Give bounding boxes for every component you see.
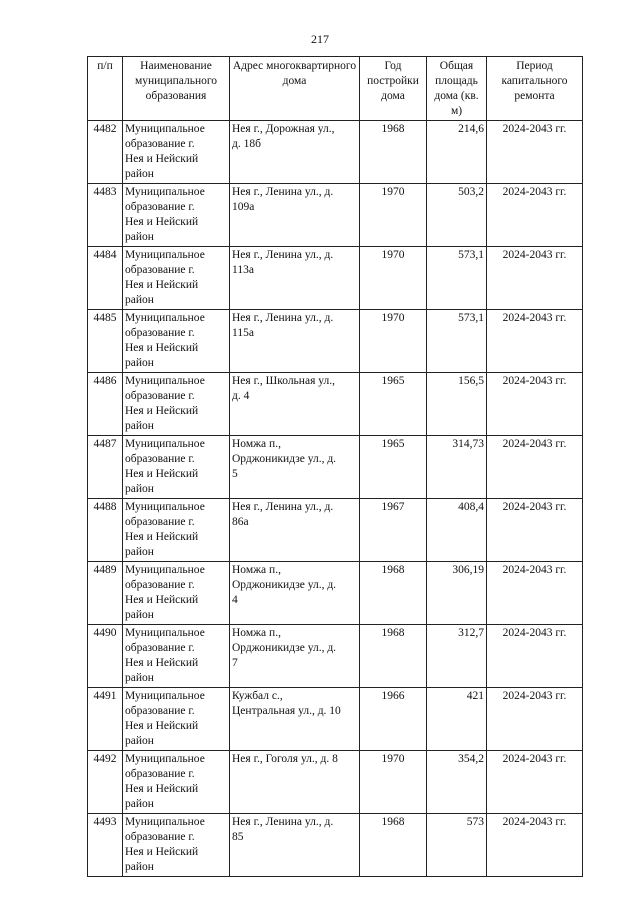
municipality-line: Муниципальное [125, 753, 205, 765]
municipality-line: район [125, 168, 154, 180]
cell-area: 156,5 [427, 373, 487, 436]
municipality-line: Муниципальное [125, 627, 205, 639]
cell-num: 4489 [88, 562, 123, 625]
table-row [88, 751, 583, 814]
municipality-line: Муниципальное [125, 564, 205, 576]
cell-year: 1965 [360, 373, 427, 436]
cell-period: 2024-2043 гг. [487, 814, 583, 877]
municipality-line: образование г. [125, 264, 195, 276]
municipality-line: Нея и Нейский [125, 153, 199, 165]
cell-period: 2024-2043 гг. [487, 247, 583, 310]
cell-municipality [123, 184, 230, 247]
table-row [88, 121, 583, 184]
municipality-line: район [125, 357, 154, 369]
cell-year: 1968 [360, 814, 427, 877]
address-line: 113а [232, 264, 254, 276]
cell-municipality [123, 688, 230, 751]
header-area: Общая площадь дома (кв. м) [427, 57, 487, 121]
municipality-line: район [125, 609, 154, 621]
cell-address [230, 184, 360, 247]
address-line: 5 [232, 468, 238, 480]
municipality-line: образование г. [125, 327, 195, 339]
address-line: д. 18б [232, 138, 261, 150]
municipality-line: район [125, 861, 154, 873]
municipality-line: образование г. [125, 579, 195, 591]
address-line: Нея г., Ленина ул., д. [232, 249, 334, 261]
cell-period: 2024-2043 гг. [487, 310, 583, 373]
address-line: д. 4 [232, 390, 250, 402]
address-line: Орджоникидзе ул., д. [232, 579, 337, 591]
address-line: Нея г., Ленина ул., д. [232, 312, 334, 324]
address-line: Нея г., Гоголя ул., д. 8 [232, 753, 338, 765]
address-line: Нея г., Ленина ул., д. [232, 501, 334, 513]
municipality-line: Нея и Нейский [125, 405, 199, 417]
address-line: Кужбал с., [232, 690, 283, 702]
cell-address [230, 562, 360, 625]
municipality-line: Нея и Нейский [125, 279, 199, 291]
cell-address [230, 436, 360, 499]
municipality-line: Муниципальное [125, 312, 205, 324]
municipality-line: район [125, 735, 154, 747]
cell-municipality [123, 562, 230, 625]
cell-period: 2024-2043 гг. [487, 688, 583, 751]
cell-period: 2024-2043 гг. [487, 373, 583, 436]
municipality-line: Муниципальное [125, 249, 205, 261]
cell-address [230, 247, 360, 310]
municipality-line: Нея и Нейский [125, 468, 199, 480]
municipality-line: Нея и Нейский [125, 531, 199, 543]
municipality-line: образование г. [125, 138, 195, 150]
cell-num: 4490 [88, 625, 123, 688]
table-header [88, 57, 583, 121]
cell-num: 4492 [88, 751, 123, 814]
cell-period: 2024-2043 гг. [487, 499, 583, 562]
address-line: Центральная ул., д. 10 [232, 705, 341, 717]
table-row [88, 373, 583, 436]
municipality-line: образование г. [125, 201, 195, 213]
cell-year: 1968 [360, 562, 427, 625]
address-line: Номжа п., [232, 564, 281, 576]
cell-address [230, 688, 360, 751]
municipality-line: образование г. [125, 831, 195, 843]
cell-period: 2024-2043 гг. [487, 751, 583, 814]
municipality-line: Муниципальное [125, 186, 205, 198]
municipality-line: образование г. [125, 768, 195, 780]
cell-municipality [123, 751, 230, 814]
cell-municipality [123, 436, 230, 499]
cell-address [230, 625, 360, 688]
municipality-line: Муниципальное [125, 375, 205, 387]
municipality-line: Нея и Нейский [125, 216, 199, 228]
cell-period: 2024-2043 гг. [487, 562, 583, 625]
municipality-line: район [125, 483, 154, 495]
address-line: Нея г., Дорожная ул., [232, 123, 335, 135]
cell-area: 306,19 [427, 562, 487, 625]
header-year: Год постройки дома [360, 57, 427, 121]
cell-num: 4487 [88, 436, 123, 499]
municipality-line: район [125, 294, 154, 306]
cell-period: 2024-2043 гг. [487, 121, 583, 184]
cell-area: 408,4 [427, 499, 487, 562]
cell-area: 312,7 [427, 625, 487, 688]
address-line: Нея г., Ленина ул., д. [232, 186, 334, 198]
cell-year: 1970 [360, 751, 427, 814]
cell-num: 4488 [88, 499, 123, 562]
cell-period: 2024-2043 гг. [487, 184, 583, 247]
municipality-line: образование г. [125, 453, 195, 465]
address-line: Нея г., Ленина ул., д. [232, 816, 334, 828]
address-line: Номжа п., [232, 627, 281, 639]
cell-area: 573 [427, 814, 487, 877]
cell-num: 4493 [88, 814, 123, 877]
municipality-line: Нея и Нейский [125, 846, 199, 858]
municipality-line: район [125, 546, 154, 558]
cell-address [230, 814, 360, 877]
cell-address [230, 310, 360, 373]
table-row [88, 562, 583, 625]
cell-area: 573,1 [427, 310, 487, 373]
address-line: 109а [232, 201, 255, 213]
cell-address [230, 121, 360, 184]
cell-municipality [123, 499, 230, 562]
cell-area: 421 [427, 688, 487, 751]
municipality-line: Муниципальное [125, 438, 205, 450]
address-line: Номжа п., [232, 438, 281, 450]
municipality-line: образование г. [125, 705, 195, 717]
header-num: п/п [88, 57, 123, 121]
municipality-line: Муниципальное [125, 690, 205, 702]
municipality-line: образование г. [125, 390, 195, 402]
cell-period: 2024-2043 гг. [487, 436, 583, 499]
cell-num: 4484 [88, 247, 123, 310]
table-body [88, 121, 583, 877]
municipality-line: Муниципальное [125, 123, 205, 135]
cell-num: 4486 [88, 373, 123, 436]
municipality-line: Нея и Нейский [125, 783, 199, 795]
header-row [88, 57, 583, 121]
cell-year: 1970 [360, 310, 427, 373]
cell-address [230, 751, 360, 814]
cell-num: 4485 [88, 310, 123, 373]
address-line: 4 [232, 594, 238, 606]
cell-area: 314,73 [427, 436, 487, 499]
address-line: 85 [232, 831, 244, 843]
cell-year: 1970 [360, 184, 427, 247]
cell-municipality [123, 310, 230, 373]
cell-municipality [123, 247, 230, 310]
table-row [88, 184, 583, 247]
municipality-line: район [125, 420, 154, 432]
table-row [88, 436, 583, 499]
table-row [88, 310, 583, 373]
cell-municipality [123, 121, 230, 184]
cell-year: 1970 [360, 247, 427, 310]
table-row [88, 625, 583, 688]
header-period: Период капитального ремонта [487, 57, 583, 121]
cell-municipality [123, 625, 230, 688]
address-line: 7 [232, 657, 238, 669]
cell-year: 1968 [360, 121, 427, 184]
cell-year: 1967 [360, 499, 427, 562]
cell-address [230, 373, 360, 436]
municipality-line: Нея и Нейский [125, 720, 199, 732]
cell-area: 214,6 [427, 121, 487, 184]
municipality-line: район [125, 672, 154, 684]
cell-num: 4482 [88, 121, 123, 184]
cell-area: 573,1 [427, 247, 487, 310]
cell-municipality [123, 814, 230, 877]
cell-municipality [123, 373, 230, 436]
address-line: Орджоникидзе ул., д. [232, 642, 337, 654]
municipality-line: образование г. [125, 516, 195, 528]
municipality-line: район [125, 231, 154, 243]
table-row [88, 688, 583, 751]
header-address: Адрес многоквартирного дома [230, 57, 360, 121]
municipality-line: Нея и Нейский [125, 657, 199, 669]
municipality-line: Муниципальное [125, 816, 205, 828]
cell-area: 503,2 [427, 184, 487, 247]
page-number: 217 [311, 32, 329, 46]
cell-period: 2024-2043 гг. [487, 625, 583, 688]
cell-year: 1968 [360, 625, 427, 688]
address-line: 86а [232, 516, 249, 528]
address-line: Нея г., Школьная ул., [232, 375, 335, 387]
address-line: 115а [232, 327, 254, 339]
table-row [88, 499, 583, 562]
housing-registry-table [87, 56, 583, 877]
cell-address [230, 499, 360, 562]
header-municipality: Наименование муниципального образования [123, 57, 230, 121]
cell-num: 4491 [88, 688, 123, 751]
table-row [88, 247, 583, 310]
cell-num: 4483 [88, 184, 123, 247]
municipality-line: Муниципальное [125, 501, 205, 513]
municipality-line: Нея и Нейский [125, 594, 199, 606]
cell-area: 354,2 [427, 751, 487, 814]
cell-year: 1966 [360, 688, 427, 751]
municipality-line: район [125, 798, 154, 810]
municipality-line: Нея и Нейский [125, 342, 199, 354]
cell-year: 1965 [360, 436, 427, 499]
address-line: Орджоникидзе ул., д. [232, 453, 337, 465]
table-row [88, 814, 583, 877]
municipality-line: образование г. [125, 642, 195, 654]
